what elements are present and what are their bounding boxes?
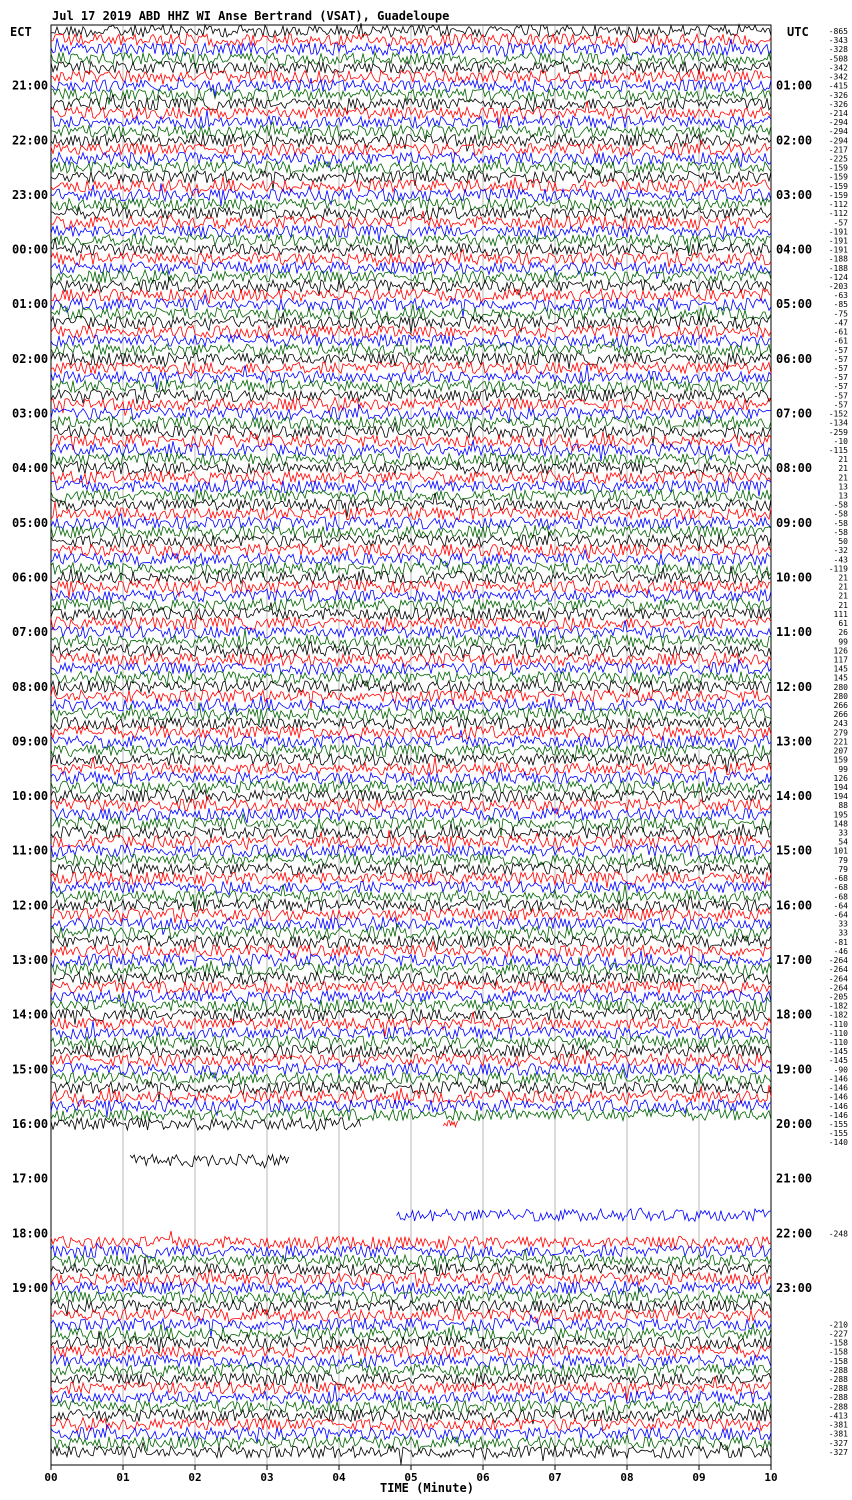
trace-offset-label: -112 [828, 209, 848, 219]
trace-offset-label: -146 [828, 1101, 848, 1111]
trace-offset-label: 88 [838, 801, 848, 811]
right-hour-label: 01:00 [776, 78, 813, 93]
trace-offset-label: 145 [833, 664, 848, 674]
left-hour-label: 14:00 [12, 1007, 49, 1022]
seismic-trace [51, 1118, 361, 1131]
left-hour-label: 12:00 [12, 898, 49, 913]
x-tick-label: 05 [404, 1471, 418, 1484]
trace-offset-label: 145 [833, 673, 848, 683]
left-hour-label: 10:00 [12, 789, 49, 804]
right-hour-label: 03:00 [776, 187, 813, 202]
right-hour-label: 17:00 [776, 953, 813, 968]
trace-offset-label: -68 [833, 874, 848, 884]
left-hour-label: 05:00 [12, 515, 49, 530]
right-hour-label: 19:00 [776, 1062, 813, 1077]
trace-offset-label: -57 [833, 345, 848, 355]
trace-offset-label: 99 [838, 637, 848, 647]
trace-offset-label: -294 [828, 127, 848, 137]
trace-offset-label: -415 [828, 81, 848, 91]
right-hour-label: 22:00 [776, 1226, 813, 1241]
trace-offset-label: -210 [828, 1320, 848, 1330]
trace-offset-label: -90 [833, 1065, 848, 1075]
right-hour-label: 02:00 [776, 133, 813, 148]
trace-offset-label: -288 [828, 1384, 848, 1394]
right-hour-label: 20:00 [776, 1116, 813, 1131]
trace-offset-label: 111 [833, 609, 848, 619]
trace-offset-label: -146 [828, 1083, 848, 1093]
trace-offset-label: -63 [833, 291, 848, 301]
right-hour-label: 12:00 [776, 679, 813, 694]
trace-offset-label: 21 [838, 573, 848, 583]
trace-offset-label: -227 [828, 1329, 848, 1339]
trace-offset-label: 194 [833, 792, 848, 802]
trace-offset-label: -381 [828, 1429, 848, 1439]
trace-offset-label: -47 [833, 318, 848, 328]
left-hour-label: 17:00 [12, 1171, 49, 1186]
trace-offset-label: -327 [828, 1438, 848, 1448]
x-tick-label: 01 [116, 1471, 130, 1484]
left-timezone-label: ECT [10, 25, 32, 39]
trace-offset-label: -159 [828, 172, 848, 182]
trace-offset-label: 126 [833, 646, 848, 656]
right-hour-label: 16:00 [776, 898, 813, 913]
trace-offset-label: 279 [833, 728, 848, 738]
trace-offset-label: -294 [828, 136, 848, 146]
left-hour-label: 13:00 [12, 953, 49, 968]
trace-offset-label: 148 [833, 819, 848, 829]
trace-offset-label: -61 [833, 327, 848, 337]
trace-offset-label: 194 [833, 782, 848, 792]
trace-offset-label: -146 [828, 1092, 848, 1102]
left-hour-label: 09:00 [12, 734, 49, 749]
trace-offset-label: 21 [838, 455, 848, 465]
trace-offset-label: 99 [838, 764, 848, 774]
trace-offset-label: -124 [828, 272, 848, 282]
trace-offset-label: -10 [833, 436, 848, 446]
trace-offset-label: -865 [828, 27, 848, 36]
trace-offset-label: -57 [833, 400, 848, 410]
trace-offset-label: -182 [828, 1010, 848, 1020]
seismic-trace [130, 1154, 288, 1167]
chart-title: Jul 17 2019 ABD HHZ WI Anse Bertrand (VSAT), Guadeloupe [52, 9, 450, 23]
trace-offset-label: -32 [833, 546, 848, 556]
trace-offset-label: -159 [828, 190, 848, 200]
trace-offset-label: -264 [828, 974, 848, 984]
trace-offset-label: 221 [833, 737, 848, 747]
right-hour-label: 13:00 [776, 734, 813, 749]
trace-offset-label: -155 [828, 1119, 848, 1129]
trace-offset-label: 33 [838, 928, 848, 938]
trace-offset-label: 280 [833, 682, 848, 692]
trace-offset-label: -264 [828, 965, 848, 975]
trace-offset-label: -203 [828, 282, 848, 292]
trace-offset-label: -64 [833, 910, 848, 920]
right-hour-label: 09:00 [776, 515, 813, 530]
trace-offset-label: -57 [833, 391, 848, 401]
trace-offset-label: -57 [833, 364, 848, 374]
trace-offset-label: -288 [828, 1365, 848, 1375]
trace-offset-label: -85 [833, 300, 848, 310]
trace-offset-label: -110 [828, 1038, 848, 1048]
trace-offset-label: -217 [828, 145, 848, 155]
trace-offset-label: -288 [828, 1402, 848, 1412]
trace-offset-label: -140 [828, 1138, 848, 1148]
trace-offset-label: 207 [833, 746, 848, 756]
trace-offset-label: 266 [833, 701, 848, 711]
trace-offset-label: -57 [833, 373, 848, 383]
trace-offset-label: -110 [828, 1028, 848, 1038]
left-hour-label: 03:00 [12, 406, 49, 421]
left-hour-label: 16:00 [12, 1116, 49, 1131]
left-hour-label: 04:00 [12, 461, 49, 476]
trace-offset-label: -508 [828, 54, 848, 64]
trace-offset-label: 13 [838, 482, 848, 492]
trace-offset-label: -342 [828, 72, 848, 82]
trace-offset-label: -191 [828, 227, 848, 237]
trace-offset-label: -58 [833, 518, 848, 528]
trace-offset-label: -68 [833, 892, 848, 902]
trace-offset-label: -342 [828, 63, 848, 73]
trace-offset-label: -225 [828, 154, 848, 164]
trace-offset-label: -46 [833, 946, 848, 956]
trace-offset-label: 61 [838, 619, 848, 629]
trace-offset-label: -182 [828, 1001, 848, 1011]
trace-offset-label: -146 [828, 1074, 848, 1084]
trace-offset-label: -61 [833, 336, 848, 346]
left-hour-label: 06:00 [12, 570, 49, 585]
trace-offset-label: -191 [828, 236, 848, 246]
trace-offset-label: -152 [828, 409, 848, 419]
trace-offset-label: -155 [828, 1129, 848, 1139]
trace-offset-label: 117 [833, 655, 848, 665]
right-hour-label: 15:00 [776, 843, 813, 858]
trace-offset-label: -81 [833, 937, 848, 947]
trace-offset-label: 50 [838, 537, 848, 547]
seismic-trace-fragment [443, 1121, 457, 1127]
trace-offset-label: -327 [828, 1447, 848, 1457]
right-hour-label: 21:00 [776, 1171, 813, 1186]
trace-offset-label: 79 [838, 864, 848, 874]
trace-offset-label: 21 [838, 473, 848, 483]
trace-offset-label: -112 [828, 200, 848, 210]
trace-offset-label: -58 [833, 500, 848, 510]
trace-offset-label: -64 [833, 901, 848, 911]
trace-offset-label: -205 [828, 992, 848, 1002]
right-hour-label: 05:00 [776, 297, 813, 312]
right-hour-label: 18:00 [776, 1007, 813, 1022]
trace-offset-label: 54 [838, 837, 848, 847]
right-hour-label: 14:00 [776, 789, 813, 804]
trace-offset-label: -159 [828, 181, 848, 191]
right-hour-label: 08:00 [776, 461, 813, 476]
trace-offset-label: -188 [828, 254, 848, 264]
left-hour-label: 15:00 [12, 1062, 49, 1077]
trace-offset-label: 21 [838, 600, 848, 610]
trace-offset-label: -58 [833, 509, 848, 519]
trace-offset-label: -188 [828, 263, 848, 273]
trace-offset-label: -343 [828, 36, 848, 46]
trace-offset-label: -248 [828, 1229, 848, 1239]
left-hour-label: 01:00 [12, 297, 49, 312]
trace-offset-label: -214 [828, 108, 848, 118]
trace-offset-label: -413 [828, 1411, 848, 1421]
x-tick-label: 00 [44, 1471, 58, 1484]
seismic-trace [397, 1208, 771, 1221]
x-tick-label: 10 [764, 1471, 778, 1484]
trace-offset-label: -146 [828, 1110, 848, 1120]
trace-offset-label: -191 [828, 245, 848, 255]
left-hour-label: 22:00 [12, 133, 49, 148]
trace-offset-label: 21 [838, 582, 848, 592]
right-hour-label: 10:00 [776, 570, 813, 585]
trace-offset-label: -57 [833, 354, 848, 364]
trace-offset-label: -158 [828, 1338, 848, 1348]
trace-offset-label: -264 [828, 956, 848, 966]
trace-offset-label: 101 [833, 846, 848, 856]
trace-offset-label: 13 [838, 491, 848, 501]
trace-offset-label: -57 [833, 382, 848, 392]
trace-offset-label: 26 [838, 628, 848, 638]
trace-offset-label: -68 [833, 883, 848, 893]
trace-offset-label: -288 [828, 1375, 848, 1385]
trace-offset-label: -328 [828, 45, 848, 55]
right-hour-label: 06:00 [776, 351, 813, 366]
trace-offset-label: -57 [833, 218, 848, 228]
trace-offset-label: -58 [833, 527, 848, 537]
trace-offset-label: -43 [833, 555, 848, 565]
x-tick-label: 03 [260, 1471, 274, 1484]
trace-offset-label: 159 [833, 755, 848, 765]
x-tick-label: 02 [188, 1471, 202, 1484]
trace-offset-label: -158 [828, 1356, 848, 1366]
left-hour-label: 18:00 [12, 1226, 49, 1241]
left-hour-label: 07:00 [12, 625, 49, 640]
trace-offset-label: -158 [828, 1347, 848, 1357]
trace-offset-label: -326 [828, 90, 848, 100]
trace-offset-label: -288 [828, 1393, 848, 1403]
trace-offset-label: -381 [828, 1420, 848, 1430]
trace-offset-label: 33 [838, 919, 848, 929]
trace-offset-label: -145 [828, 1047, 848, 1057]
trace-offset-label: -110 [828, 1019, 848, 1029]
trace-offset-label: -75 [833, 309, 848, 319]
right-hour-label: 11:00 [776, 625, 813, 640]
x-tick-label: 04 [332, 1471, 346, 1484]
x-tick-label: 09 [692, 1471, 706, 1484]
left-hour-label: 19:00 [12, 1280, 49, 1295]
trace-offset-label: 21 [838, 464, 848, 474]
left-hour-label: 08:00 [12, 679, 49, 694]
trace-offset-label: -134 [828, 418, 848, 428]
trace-offset-label: 195 [833, 810, 848, 820]
trace-offset-label: -145 [828, 1056, 848, 1066]
trace-offset-label: -259 [828, 427, 848, 437]
trace-offset-label: 21 [838, 591, 848, 601]
trace-offset-label: 79 [838, 855, 848, 865]
trace-offset-label: -159 [828, 163, 848, 173]
trace-offset-label: -326 [828, 99, 848, 109]
trace-offset-label: 243 [833, 719, 848, 729]
left-hour-label: 21:00 [12, 78, 49, 93]
right-hour-label: 23:00 [776, 1280, 813, 1295]
trace-offset-label: 280 [833, 691, 848, 701]
right-timezone-label: UTC [787, 25, 809, 39]
trace-offset-label: -115 [828, 445, 848, 455]
trace-offset-label: 33 [838, 828, 848, 838]
trace-offset-label: -119 [828, 564, 848, 574]
x-axis-label: TIME (Minute) [380, 1481, 474, 1495]
right-hour-label: 04:00 [776, 242, 813, 257]
left-hour-label: 02:00 [12, 351, 49, 366]
trace-offset-label: -264 [828, 983, 848, 993]
x-tick-label: 07 [548, 1471, 562, 1484]
left-hour-label: 00:00 [12, 242, 49, 257]
right-hour-label: 07:00 [776, 406, 813, 421]
x-tick-label: 08 [620, 1471, 634, 1484]
left-hour-label: 11:00 [12, 843, 49, 858]
trace-offset-label: -294 [828, 118, 848, 128]
trace-offset-label: 266 [833, 710, 848, 720]
left-hour-label: 23:00 [12, 187, 49, 202]
x-tick-label: 06 [476, 1471, 490, 1484]
trace-offset-label: 126 [833, 773, 848, 783]
